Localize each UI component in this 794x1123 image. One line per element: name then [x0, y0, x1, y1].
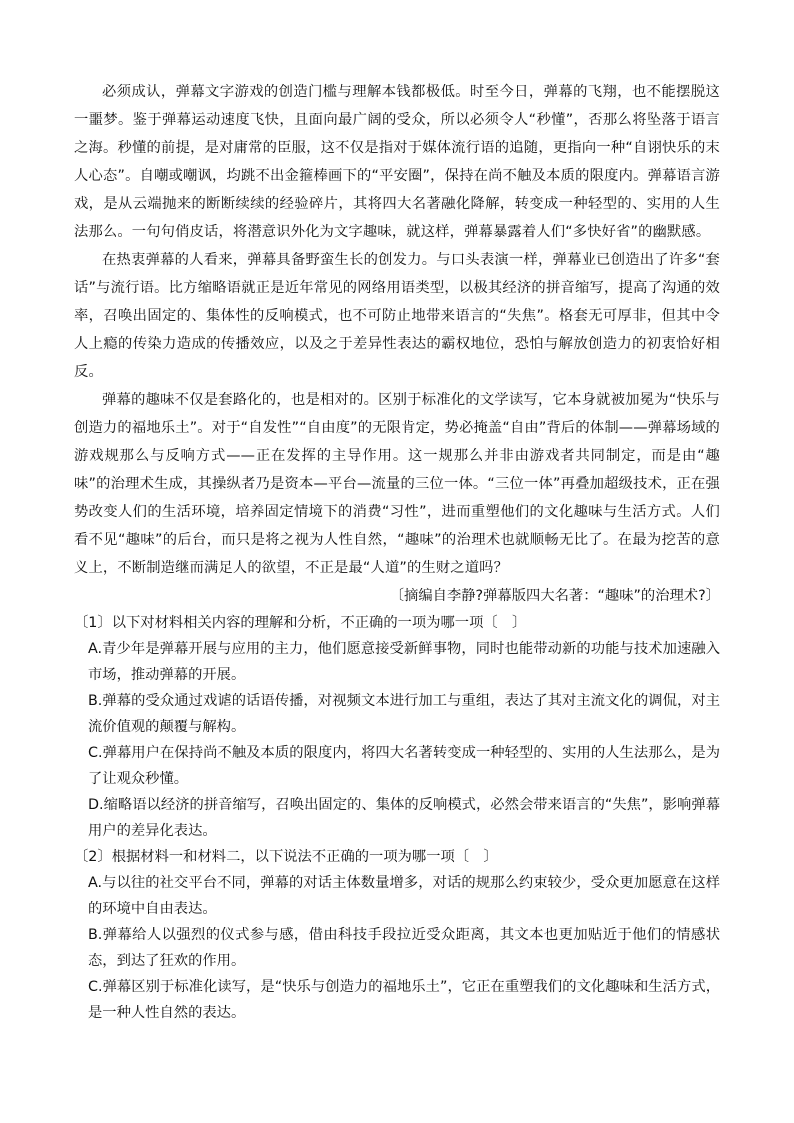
passage-paragraph-1: 必须成认，弹幕文字游戏的创造门槛与理解本钱都极低。时至今日，弹幕的飞翔，也不能摆脱这一噩梦。鉴于弹幕运动速度飞快，且面向最广阔的受众，所以必须令人“秒懂”，否那么将坠落于语言之海。秒懂的前提，是对庸常的臣服，这不仅是指对于媒体流行语的追随，更指向一种“自诩快乐的末人心态”。自嘲或嘲讽，均跳不出金箍棒画下的“平安圈”，保持在尚不触及本质的限度内。弹幕语言游戏，是从云端抛来的断断续续的经验碎片，其将四大名著融化降解，转变成一种轻型的、实用的人生法那么。一句句俏皮话，将潜意识外化为文字趣味，就这样，弹幕暴露着人们“多快好省”的幽默感。: [74, 84, 720, 240]
document-page: [74, 78, 720, 1026]
question-2-option-a: A.与以往的社交平台不同，弹幕的对话主体数量增多，对话的规那么约束较少，受众更加愿意在这样的环境中自由表达。: [88, 875, 720, 917]
question-2-option-b: B.弹幕给人以强烈的仪式参与感，借由科技手段拉近受众距离，其文本也更加贴近于他们的情感状态，到达了狂欢的作用。: [88, 927, 720, 969]
question-1-option-c: C.弹幕用户在保持尚不触及本质的限度内，将四大名著转变成一种轻型的、实用的人生法那么，是为了让观众秒懂。: [88, 745, 720, 787]
passage-paragraph-2: 在热衷弹幕的人看来，弹幕具备野蛮生长的创发力。与口头表演一样，弹幕业已创造出了许多“套话”与流行语。比方缩略语就正是近年常见的网络用语类型，以极其经济的拼音缩写，提高了沟通的效率，召唤出固定的、集体性的反响模式，也不可防止地带来语言的“失焦”。格套无可厚非，但其中令人上瘾的传染力造成的传播效应，以及之于差异性表达的霸权地位，恐怕与解放创造力的初衷恰好相反。: [74, 252, 720, 380]
question-2-option-c: C.弹幕区别于标准化读写，是“快乐与创造力的福地乐土”，它正在重塑我们的文化趣味和生活方式，是一种人性自然的表达。: [88, 979, 720, 1021]
question-1-option-a: A.青少年是弹幕开展与应用的主力，他们愿意接受新鲜事物，同时也能带动新的功能与技术加速融入市场，推动弹幕的开展。: [88, 641, 720, 683]
question-2-stem: 〔2〕根据材料一和材料二，以下说法不正确的一项为哪一项〔 〕: [74, 849, 498, 865]
passage-source: 〔摘编自李静?弹幕版四大名著：“趣味”的治理术?〕: [389, 588, 720, 604]
passage-paragraph-3: 弹幕的趣味不仅是套路化的，也是相对的。区别于标准化的文学读写，它本身就被加冕为“快乐与创造力的福地乐土”。对于“自发性”“自由度”的无限肯定，势必掩盖“自由”背后的体制——弹幕场域的游戏规那么与反响方式——正在发挥的主导作用。这一规那么并非由游戏者共同制定，而是由“趣味”的治理术生成，其操纵者乃是资本—平台—流量的三位一体。“三位一体”再叠加超级技术，正在强势改变人们的生活环境，培养固定情境下的消费“习性”，进而重塑他们的文化趣味与生活方式。人们看不见“趣味”的后台，而只是将之视为人性自然，“趣味”的治理术也就顺畅无比了。在最为挖苦的意义上，不断制造继而满足人的欲望，不正是最“人道”的生财之道吗？: [74, 392, 720, 576]
question-1-option-b: B.弹幕的受众通过戏谑的话语传播，对视频文本进行加工与重组，表达了其对主流文化的调侃，对主流价值观的颠覆与解构。: [88, 693, 720, 735]
question-1-option-d: D.缩略语以经济的拼音缩写，召唤出固定的、集体的反响模式，必然会带来语言的“失焦”，影响弹幕用户的差异化表达。: [88, 797, 720, 839]
question-1-stem: 〔1〕以下对材料相关内容的理解和分析，不正确的一项为哪一项〔 〕: [74, 615, 527, 631]
